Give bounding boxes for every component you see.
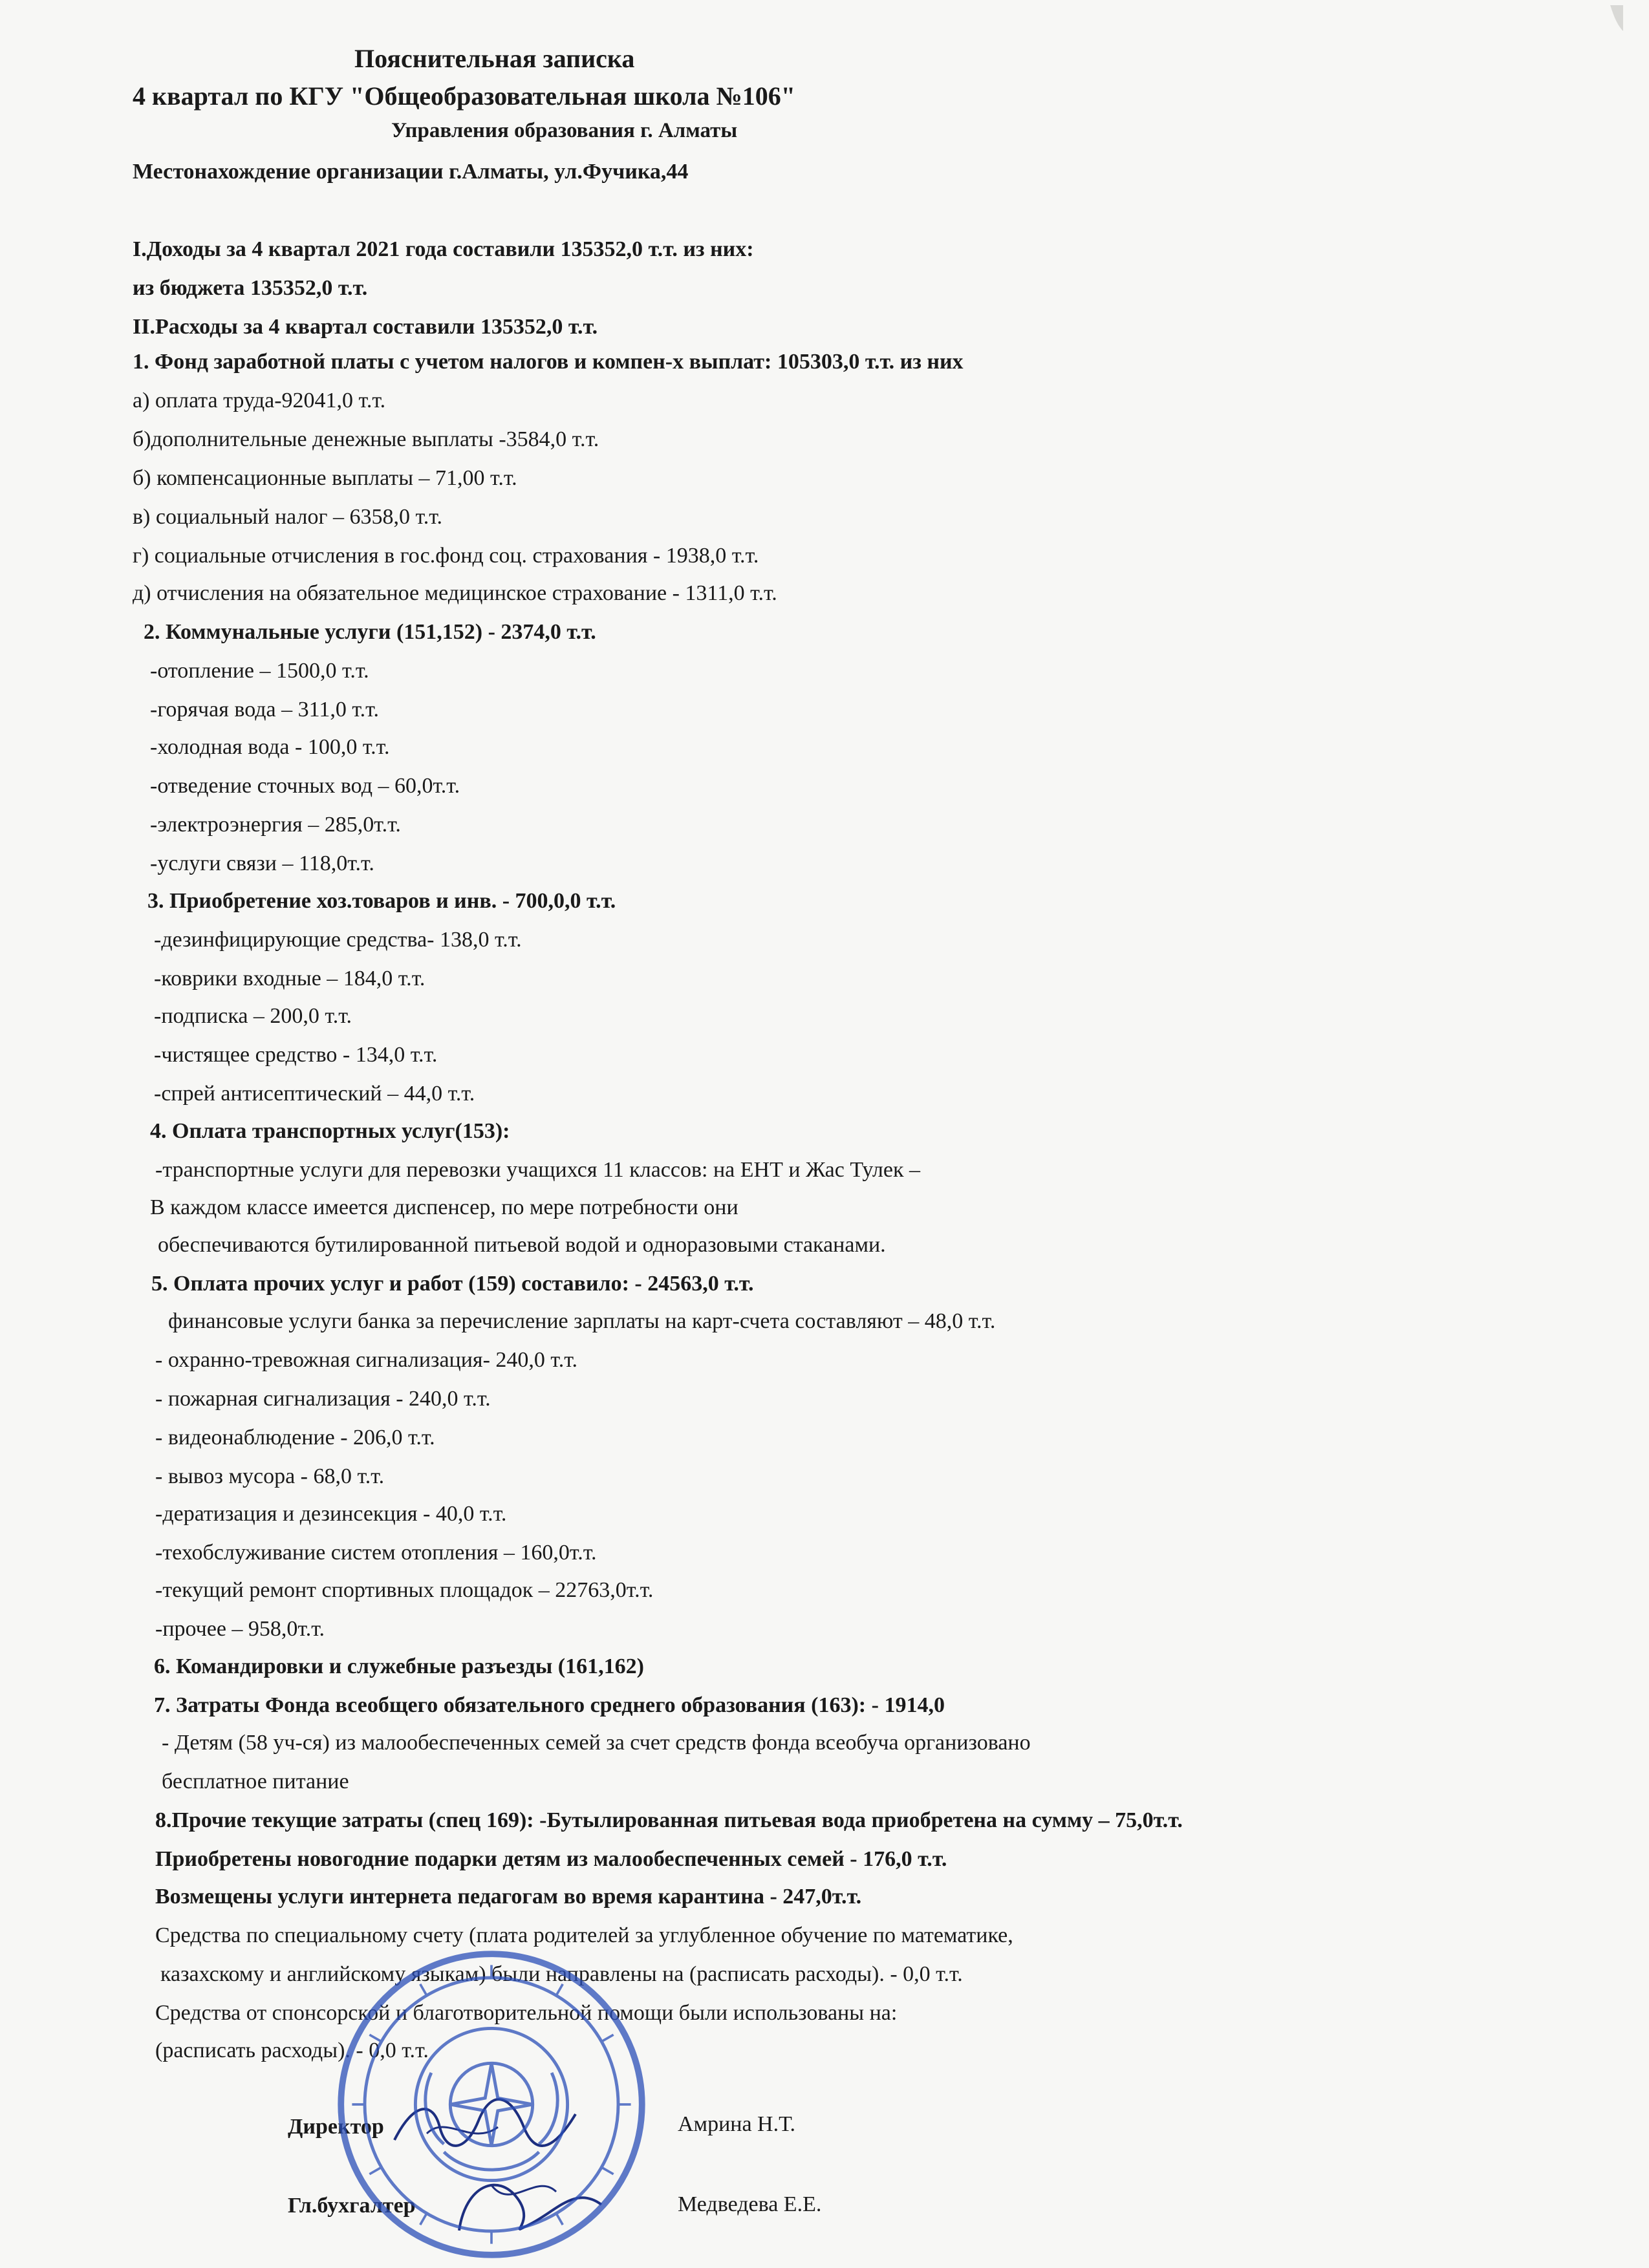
accountant-name: Медведева Е.Е. (678, 2192, 822, 2216)
list-item: -спрей антисептический – 44,0 т.т. (154, 1082, 475, 1106)
list-item: -техобслуживание систем отопления – 160,0т.т. (155, 1541, 597, 1565)
doc-department: Управления образования г. Алматы (391, 119, 738, 142)
list-item: - вывоз мусора - 68,0 т.т. (155, 1464, 385, 1488)
section-8-line-3: Возмещены услуги интернета педагогам во время карантина - 247,0т.т. (155, 1885, 862, 1909)
section-8-line-2: Приобретены новогодние подарки детям из малообеспеченных семей - 176,0 т.т. (155, 1847, 947, 1871)
section-5-heading: 5. Оплата прочих услуг и работ (159) составило: - 24563,0 т.т. (151, 1272, 754, 1296)
doc-subtitle: 4 квартал по КГУ "Общеобразовательная школа №106" (133, 81, 795, 111)
list-item: -холодная вода - 100,0 т.т. (150, 735, 390, 759)
special-line-1: Средства по специальному счету (плата родителей за углубленное обучение по математике, (155, 1923, 1013, 1947)
list-item: обеспечиваются бутилированной питьевой водой и одноразовыми стаканами. (158, 1233, 886, 1257)
list-item: - пожарная сигнализация - 240,0 т.т. (155, 1387, 491, 1411)
list-item: -чистящее средство - 134,0 т.т. (154, 1043, 438, 1067)
list-item: -текущий ремонт спортивных площадок – 22763,0т.т. (155, 1578, 654, 1602)
special-line-3: Средства от спонсорской и благотворительной помощи были использованы на: (155, 2001, 898, 2025)
list-item: -электроэнергия – 285,0т.т. (150, 813, 401, 837)
income-budget: из бюджета 135352,0 т.т. (133, 276, 368, 300)
list-item: -транспортные услуги для перевозки учащихся 11 классов: на ЕНТ и Жас Тулек – (155, 1158, 920, 1182)
section-2-heading: 2. Коммунальные услуги (151,152) - 2374,0 т.т. (144, 620, 596, 644)
list-item: - охранно-тревожная сигнализация- 240,0 т.т. (155, 1348, 577, 1372)
list-item: -коврики входные – 184,0 т.т. (154, 967, 426, 990)
list-item: -отведение сточных вод – 60,0т.т. (150, 774, 460, 798)
list-item: -прочее – 958,0т.т. (155, 1617, 325, 1641)
list-item: г) социальные отчисления в гос.фонд соц. страхования - 1938,0 т.т. (133, 544, 759, 568)
section-3-heading: 3. Приобретение хоз.товаров и инв. - 700,0,0 т.т. (147, 889, 616, 913)
section-8-line-1: 8.Прочие текущие затраты (спец 169): -Бутылированная питьевая вода приобретена на сумму – 75,0т.т. (155, 1808, 1183, 1832)
list-item: в) социальный налог – 6358,0 т.т. (133, 505, 443, 529)
section-4-heading: 4. Оплата транспортных услуг(153): (150, 1119, 510, 1143)
special-line-2: казахскому и английскому языкам) были направлены на (расписать расходы). - 0,0 т.т. (160, 1962, 963, 1986)
list-item: - видеонаблюдение - 206,0 т.т. (155, 1426, 435, 1450)
list-item: б) компенсационные выплаты – 71,00 т.т. (133, 466, 517, 490)
list-item: д) отчисления на обязательное медицинское страхование - 1311,0 т.т. (133, 581, 777, 605)
list-item: В каждом классе имеется диспенсер, по мере потребности они (150, 1195, 738, 1219)
list-item: -отопление – 1500,0 т.т. (150, 659, 369, 683)
official-seal-stamp (333, 1946, 650, 2263)
section-7-heading: 7. Затраты Фонда всеобщего обязательного среднего образования (163): - 1914,0 (154, 1693, 945, 1717)
list-item: бесплатное питание (162, 1770, 349, 1793)
list-item: б)дополнительные денежные выплаты -3584,0 т.т. (133, 427, 599, 451)
director-name: Амрина Н.Т. (678, 2112, 795, 2136)
section-1-heading: 1. Фонд заработной платы с учетом налогов и компен-х выплат: 105303,0 т.т. из них (133, 350, 964, 374)
list-item: финансовые услуги банка за перечисление зарплаты на карт-счета составляют – 48,0 т.т. (168, 1309, 996, 1333)
doc-title: Пояснительная записка (354, 44, 635, 73)
doc-location: Местонахождение организации г.Алматы, ул.Фучика,44 (133, 160, 689, 184)
list-item: -подписка – 200,0 т.т. (154, 1004, 352, 1028)
list-item: -горячая вода – 311,0 т.т. (150, 698, 379, 722)
accountant-label: Гл.бухгалтер (288, 2194, 416, 2218)
list-item: -дератизация и дезинсекция - 40,0 т.т. (155, 1502, 507, 1526)
scan-edge-mark (1565, 5, 1623, 63)
list-item: а) оплата труда-92041,0 т.т. (133, 389, 386, 412)
section-6-heading: 6. Командировки и служебные разъезды (161,162) (154, 1654, 644, 1678)
director-label: Директор (288, 2115, 384, 2139)
income-total: I.Доходы за 4 квартал 2021 года составили 135352,0 т.т. из них: (133, 237, 754, 261)
list-item: -услуги связи – 118,0т.т. (150, 851, 374, 875)
list-item: -дезинфицирующие средства- 138,0 т.т. (154, 928, 522, 952)
list-item: - Детям (58 уч-ся) из малообеспеченных семей за счет средств фонда всеобуча организовано (162, 1731, 1031, 1755)
special-line-4: (расписать расходы). - 0,0 т.т. (155, 2038, 429, 2062)
expenses-total: II.Расходы за 4 квартал составили 135352,0 т.т. (133, 315, 598, 339)
